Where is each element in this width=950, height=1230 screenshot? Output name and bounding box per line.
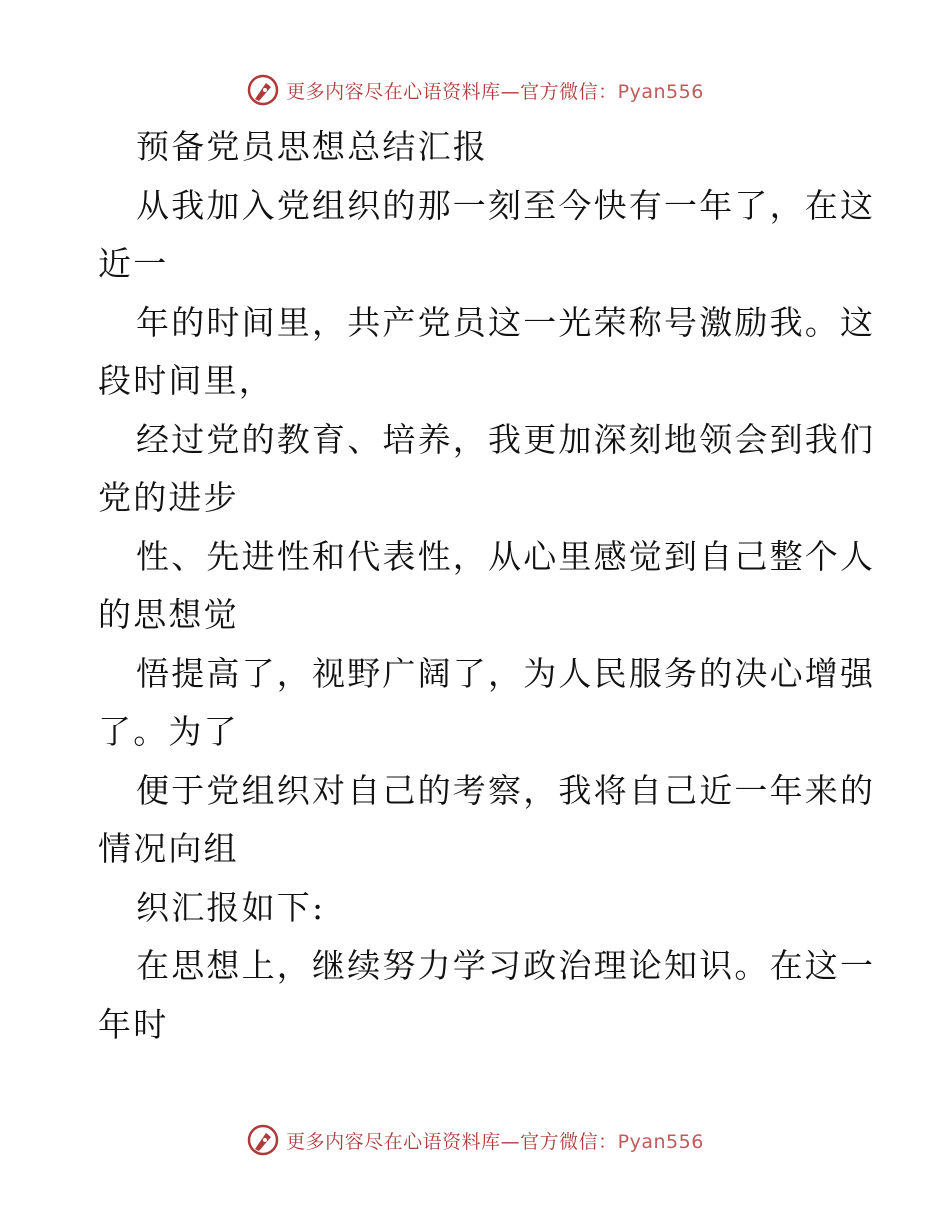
watermark-text: 更多内容尽在心语资料库—官方微信：Pyan556 (286, 1130, 704, 1153)
paragraph-line: 情况向组 (98, 829, 239, 868)
paragraph-line: 近一 (98, 244, 169, 283)
watermark-contact: Pyan556 (617, 1130, 704, 1153)
paragraph-line: 性、先进性和代表性，从心里感觉到自己整个人 (136, 536, 876, 576)
paragraph-line: 从我加入党组织的那一刻至今快有一年了，在这 (136, 185, 876, 225)
pen-nib-circle-icon (246, 1123, 280, 1157)
document-body (98, 118, 876, 1054)
document-title: 预备党员思想总结汇报 (136, 127, 488, 166)
paragraph-line: 织汇报如下: (136, 887, 326, 927)
paragraph-line: 了。为了 (98, 712, 239, 751)
header-watermark (0, 72, 950, 108)
watermark-text: 更多内容尽在心语资料库—官方微信：Pyan556 (286, 80, 704, 103)
paragraph-line: 便于党组织对自己的考察，我将自己近一年来的 (136, 770, 876, 810)
paragraph-line: 年时 (98, 1004, 169, 1044)
paragraph-line: 年的时间里，共产党员这一光荣称号激励我。这 (136, 302, 876, 342)
paragraph-line: 的思想觉 (98, 595, 239, 634)
paragraph-line: 悟提高了，视野广阔了，为人民服务的决心增强 (136, 653, 876, 693)
paragraph-line: 经过党的教育、培养，我更加深刻地领会到我们 (136, 419, 876, 459)
paragraph-line: 在思想上，继续努力学习政治理论知识。在这一 (136, 946, 876, 985)
footer-watermark (0, 1122, 950, 1158)
paragraph-line: 党的进步 (98, 478, 239, 517)
pen-nib-circle-icon (246, 73, 280, 107)
watermark-contact: Pyan556 (617, 80, 704, 103)
paragraph-line: 段时间里， (98, 361, 274, 400)
